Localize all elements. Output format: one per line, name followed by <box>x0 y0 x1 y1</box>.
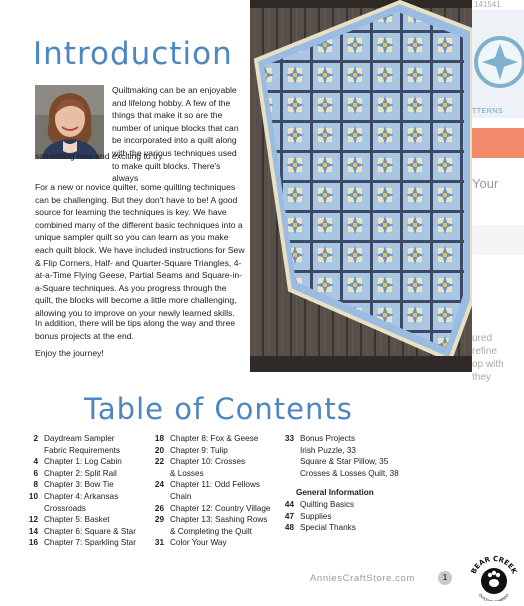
toc-entry[interactable] <box>146 526 291 538</box>
intro-paragraph-1: Quiltmaking can be an enjoyable and lifelong hobby. A few of the things that make it so are the number of unique blocks that can be incorporated into a quilt along with the various techniques used to make quilt blocks. There's always <box>112 85 239 184</box>
footer-website[interactable]: AnniesCraftStore.com <box>310 573 415 584</box>
intro-paragraph-2: For a new or novice quilter, some quilting techniques can be challenging. But they don't have to be! A good source for learning the techniques is key. We have combined many of the different basic techniques into a unique sampler quilt so you can learn as you make each quilt block. We have included instructions for Sew & Flip Corners, Half- and Quarter-Square Triangles, 4-at-a-Time Flying Geese, Partial Seams and Square-in-a-Square techniques. As you progress through the quilt, the blocks will become a little more challenging, allowing you to improve on your newly learned skills. <box>35 182 245 318</box>
toc-entry[interactable] <box>146 479 291 491</box>
toc-page-number: 16 <box>28 538 38 548</box>
toc-entry-label: Chapter 9: Tulip <box>170 445 228 455</box>
toc-entry[interactable] <box>20 491 160 503</box>
adjacent-page-edge <box>472 0 524 400</box>
toc-page-number <box>146 468 170 480</box>
toc-page-number: 24 <box>154 480 164 490</box>
intro-paragraph-3: In addition, there will be tips along the way and three bonus projects at the end. <box>35 318 236 341</box>
toc-entry-label: Supplies <box>300 511 332 521</box>
toc-page-number: 18 <box>154 434 164 443</box>
toc-entry[interactable] <box>146 503 291 515</box>
edge-snippet <box>472 332 504 384</box>
toc-page-number: 14 <box>28 526 38 536</box>
general-info-heading: General Information <box>296 488 374 498</box>
toc-entry[interactable] <box>20 468 160 480</box>
toc-entry-label: Daydream Sampler <box>44 434 115 443</box>
toc-page-number: 20 <box>154 445 164 455</box>
toc-page-number: 10 <box>28 491 38 501</box>
toc-page-number: 22 <box>154 457 164 467</box>
toc-entry[interactable] <box>20 445 160 457</box>
toc-page-number: 31 <box>154 538 164 548</box>
toc-page-number: 29 <box>154 515 164 525</box>
toc-entry-label: Square & Star Pillow, 35 <box>300 457 389 467</box>
toc-entry[interactable] <box>20 514 160 526</box>
toc-entry-label: & Losses <box>170 468 204 478</box>
toc-entry[interactable] <box>146 433 291 445</box>
toc-page-number: 47 <box>284 511 294 521</box>
toc-entry[interactable] <box>20 456 160 468</box>
toc-page-number: 44 <box>284 499 294 509</box>
toc-entry[interactable] <box>276 433 416 445</box>
page-title: Introduction <box>33 36 233 72</box>
svg-text:QUILTING COMPANY: QUILTI MPANY <box>477 592 510 601</box>
toc-entry-label: Chapter 1: Log Cabin <box>44 457 122 467</box>
intro-paragraph-1-continued: something new and exciting to try. <box>35 151 165 161</box>
toc-entry-label: Crosses & Losses Quilt, 38 <box>300 468 399 478</box>
toc-page-number <box>146 491 170 503</box>
toc-entry-label: Irish Puzzle, 33 <box>300 445 356 455</box>
toc-column-3 <box>276 433 416 534</box>
toc-page-number: 6 <box>33 468 38 478</box>
toc-entry[interactable] <box>146 491 291 503</box>
toc-page-number: 33 <box>284 434 294 443</box>
bear-creek-logo <box>466 551 522 601</box>
toc-page-number <box>276 456 300 468</box>
toc-entry[interactable] <box>146 514 291 526</box>
toc-entry[interactable] <box>276 522 416 534</box>
toc-entry-label: Chapter 8: Fox & Geese <box>170 434 259 443</box>
toc-column-1 <box>20 433 160 549</box>
toc-entry-label: Color Your Way <box>170 538 227 548</box>
toc-entry-label: Special Thanks <box>300 523 356 533</box>
toc-bonus-list <box>276 433 416 479</box>
edge-line: ured <box>472 333 493 344</box>
edge-line: refine <box>472 346 498 357</box>
toc-page-number: 2 <box>33 434 38 443</box>
toc-entry-label: Chapter 11: Odd Fellows <box>170 480 260 490</box>
toc-entry[interactable] <box>276 511 416 523</box>
toc-entry-label: Chapter 3: Bow Tie <box>44 480 114 490</box>
svg-text:BEAR CREEK: BEAR CREEK <box>469 554 519 576</box>
toc-entry-label: Chapter 12: Country Village <box>170 503 271 513</box>
toc-entry[interactable] <box>146 445 291 457</box>
toc-entry-label: Chapter 2: Split Rail <box>44 468 117 478</box>
toc-entry-label: Chapter 10: Crosses <box>170 457 246 467</box>
toc-entry-label: Chapter 5: Basket <box>44 515 110 525</box>
toc-entry[interactable] <box>20 503 160 515</box>
toc-entry[interactable] <box>20 433 160 445</box>
toc-page-number <box>146 526 170 538</box>
toc-entry-label: Quilting Basics <box>300 499 355 509</box>
toc-column-2 <box>146 433 291 549</box>
toc-title: Table of Contents <box>84 392 353 426</box>
toc-page-number: 4 <box>33 457 38 467</box>
toc-entry-label: Crossroads <box>44 503 86 513</box>
page-number: 1 <box>438 571 452 585</box>
toc-entry[interactable] <box>276 468 416 480</box>
toc-general-list <box>276 499 416 534</box>
toc-page-number: 48 <box>284 523 294 533</box>
toc-entry[interactable] <box>146 537 291 549</box>
toc-entry[interactable] <box>20 479 160 491</box>
author-photo <box>35 85 104 159</box>
toc-entry[interactable] <box>276 445 416 457</box>
toc-entry[interactable] <box>20 526 160 538</box>
toc-entry-label: Chapter 6: Square & Star <box>44 526 136 536</box>
toc-page-number: 12 <box>28 515 38 525</box>
product-code: 141541 <box>474 0 501 9</box>
intro-paragraph-4: Enjoy the journey! <box>35 348 104 358</box>
toc-page-number: 8 <box>33 480 38 490</box>
toc-page-number <box>276 468 300 480</box>
toc-entry-label: Chapter 13: Sashing Rows <box>170 515 268 525</box>
toc-entry[interactable] <box>146 456 291 468</box>
toc-page-number <box>20 445 44 457</box>
toc-entry-label: Chain <box>170 491 192 501</box>
edge-heading: Your <box>472 176 499 191</box>
toc-entry-label: Chapter 7: Sparkling Star <box>44 538 136 548</box>
toc-entry[interactable] <box>276 499 416 511</box>
patterns-label: TTERNS <box>472 108 503 115</box>
toc-page-number <box>20 503 44 515</box>
edge-line: op with <box>472 359 504 370</box>
toc-entry-label: Chapter 4: Arkansas <box>44 491 119 501</box>
toc-entry-label: Bonus Projects <box>300 434 356 443</box>
edge-line: they <box>472 372 491 383</box>
toc-entry-label: & Completing the Quilt <box>170 526 252 536</box>
toc-page-number: 26 <box>154 503 164 513</box>
toc-page-number <box>276 445 300 457</box>
toc-entry[interactable] <box>20 537 160 549</box>
toc-entry[interactable] <box>146 468 291 480</box>
toc-entry[interactable] <box>276 456 416 468</box>
quilt-photo <box>250 0 472 372</box>
toc-entry-label: Fabric Requirements <box>44 445 120 455</box>
